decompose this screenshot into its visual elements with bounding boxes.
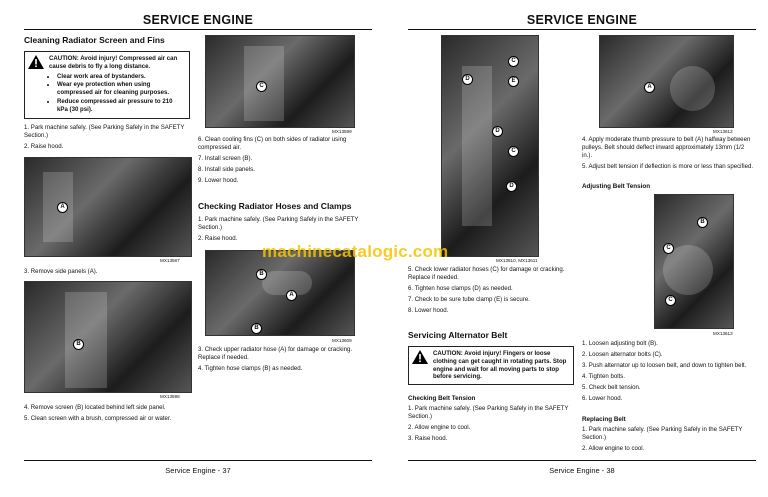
- step: 2. Raise hood.: [198, 235, 238, 242]
- callout-d: D: [506, 181, 517, 192]
- photo-belt-tension: [599, 35, 734, 128]
- photo-cooling-fins: [205, 35, 355, 128]
- watermark: machinecatalogic.com: [262, 242, 449, 261]
- figure-code: MX13587: [160, 258, 180, 263]
- page-footer: Service Engine - 37: [165, 466, 231, 475]
- callout-b: B: [251, 323, 262, 334]
- step: 7. Check to be sure tube clamp (E) is secure.: [408, 296, 530, 303]
- step: 6. Lower hood.: [582, 395, 623, 402]
- warning-icon: [28, 55, 44, 69]
- page-footer: Service Engine - 38: [549, 466, 615, 475]
- step: 8. Install side panels.: [198, 166, 255, 173]
- callout-c: C: [508, 56, 519, 67]
- step: 4. Tighten bolts.: [582, 373, 626, 380]
- steps-block: [408, 405, 576, 443]
- steps-block: [198, 346, 368, 373]
- step: 3. Raise hood.: [408, 435, 448, 442]
- steps-block: [408, 266, 576, 315]
- figure-code: MX13610, MX13611: [496, 258, 538, 263]
- callout-c: C: [508, 146, 519, 157]
- steps-block: [582, 426, 754, 453]
- photo-lower-hoses: [441, 35, 539, 257]
- caution-box: [408, 346, 574, 385]
- figure-code: MX13599: [332, 129, 352, 134]
- step: 3. Push alternator up to loosen belt, and down to tighten belt.: [582, 362, 747, 369]
- caution-box: [24, 51, 190, 119]
- steps-block: [198, 136, 368, 185]
- step: 8. Lower hood.: [408, 307, 449, 314]
- steps-block: [198, 216, 368, 243]
- section-title-alternator-belt: Servicing Alternator Belt: [408, 330, 508, 340]
- step: 2. Loosen alternator bolts (C).: [582, 351, 663, 358]
- figure-code: MX13598: [160, 394, 180, 399]
- footer-rule: [24, 460, 372, 461]
- callout-a: A: [286, 290, 297, 301]
- callout-c: C: [665, 295, 676, 306]
- caution-lead: CAUTION: Avoid injury! Compressed air can cause debris to fly a long distance.: [49, 55, 178, 70]
- callout-c: C: [663, 243, 674, 254]
- caution-bullet: • Wear eye protection when using compressed air for cleaning purposes.: [57, 81, 185, 97]
- section-title-radiator-hoses: Checking Radiator Hoses and Clamps: [198, 201, 352, 211]
- footer-rule: [408, 460, 756, 461]
- callout-a: A: [57, 202, 68, 213]
- step: 7. Install screen (B).: [198, 155, 253, 162]
- step: 2. Allow engine to cool.: [582, 445, 645, 452]
- step: 2. Allow engine to cool.: [408, 424, 471, 431]
- steps-block: [582, 340, 754, 403]
- step: 4. Apply moderate thumb pressure to belt (A) halfway between pulleys. Belt should deflect inward approximately 13mm (1/2 in.).: [582, 136, 751, 159]
- photo-screen: [24, 281, 192, 393]
- step: 9. Lower hood.: [198, 177, 239, 184]
- step: 1. Park machine safely. (See Parking Safely in the SAFETY Section.): [582, 426, 743, 441]
- photo-side-panel: [24, 157, 192, 257]
- step: 5. Check belt tension.: [582, 384, 641, 391]
- figure-code: MX13612: [713, 129, 733, 134]
- step: 1. Park machine safely. (See Parking Safely in the SAFETY Section.): [24, 124, 185, 139]
- step: 4. Tighten hose clamps (B) as needed.: [198, 365, 303, 372]
- header-rule: [24, 29, 372, 30]
- step: 3. Remove side panels (A).: [24, 268, 98, 275]
- photo-adjust-belt: [654, 194, 734, 329]
- subsection-title: Adjusting Belt Tension: [582, 183, 651, 190]
- callout-d: D: [462, 74, 473, 85]
- callout-d: D: [492, 126, 503, 137]
- callout-b: B: [697, 217, 708, 228]
- caution-bullet: • Clear work area of bystanders.: [57, 73, 185, 81]
- step: 4. Remove screen (B) located behind left side panel.: [24, 404, 166, 411]
- callout-c: C: [256, 81, 267, 92]
- step: 1. Park machine safely. (See Parking Safely in the SAFETY Section.): [408, 405, 569, 420]
- step: 5. Clean screen with a brush, compressed air or water.: [24, 415, 172, 422]
- steps-block: [24, 124, 192, 151]
- caution-list: [49, 73, 185, 114]
- page-header: SERVICE ENGINE: [526, 13, 638, 27]
- callout-b: B: [256, 269, 267, 280]
- section-title-radiator-screen: Cleaning Radiator Screen and Fins: [24, 35, 165, 45]
- step: 5. Check lower radiator hoses (C) for damage or cracking. Replace if needed.: [408, 266, 565, 281]
- figure-code: MX13613: [713, 331, 733, 336]
- callout-b: B: [73, 339, 84, 350]
- step: 3. Check upper radiator hose (A) for damage or cracking. Replace if needed.: [198, 346, 353, 361]
- subsection-title: Replacing Belt: [582, 416, 626, 423]
- step: 1. Loosen adjusting bolt (B).: [582, 340, 658, 347]
- subsection-title: Checking Belt Tension: [408, 395, 476, 402]
- step: 1. Park machine safely. (See Parking Safely in the SAFETY Section.): [198, 216, 359, 231]
- step: 5. Adjust belt tension if deflection is more or less than specified.: [582, 163, 754, 170]
- steps-block: [582, 136, 754, 171]
- figure-code: MX13609: [332, 338, 352, 343]
- step: 2. Raise hood.: [24, 143, 64, 150]
- caution-bullet: • Reduce compressed air pressure to 210 kPa (30 psi).: [57, 98, 185, 114]
- step: 6. Tighten hose clamps (D) as needed.: [408, 285, 513, 292]
- header-rule: [408, 29, 756, 30]
- page-header: SERVICE ENGINE: [142, 13, 254, 27]
- photo-upper-hose: [205, 250, 355, 336]
- caution-text: CAUTION: Avoid injury! Fingers or loose clothing can get caught in rotating parts. Stop engine and wait for all moving parts to stop before servicing.: [433, 350, 567, 381]
- callout-e: E: [508, 76, 519, 87]
- callout-a: A: [644, 82, 655, 93]
- step: 6. Clean cooling fins (C) on both sides of radiator using compressed air.: [198, 136, 347, 151]
- warning-icon: [412, 350, 428, 364]
- steps-block: [24, 404, 192, 423]
